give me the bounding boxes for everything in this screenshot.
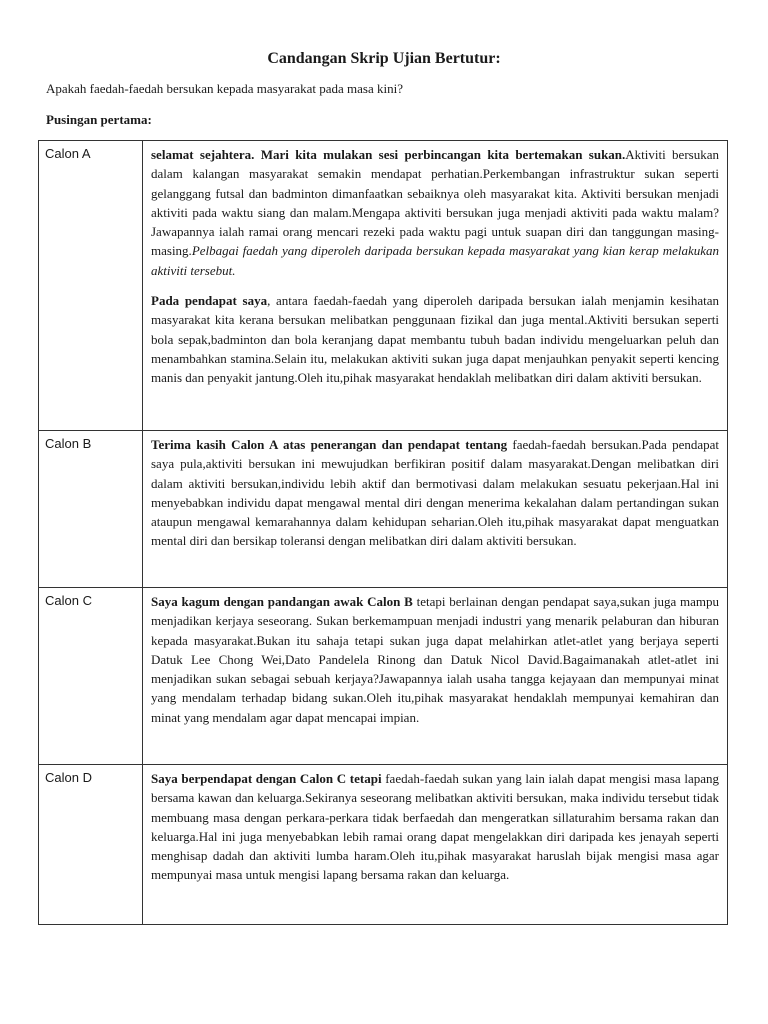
table-row (39, 431, 728, 588)
script-table (38, 140, 728, 925)
speech-text: Aktiviti bersukan dalam kalangan masyarakat semakin mendapat perhatian.Perkembangan infrastruktur sukan seperti gelanggang futsal dan badminton dimanfaatkan sebaiknya oleh masyarakat kita. Aktiviti bersukan menjadi aktiviti pada waktu siang dan malam.Mengapa aktiviti bersukan juga menjadi aktiviti pada waktu malam? Jawapannya ialah ramai orang mencari rezeki pada waktu pagi untuk suapan diri dan tanggungan masing-masing. (151, 147, 719, 259)
table-row (39, 765, 728, 925)
speech-text: tetapi berlainan dengan pendapat saya,sukan juga mampu menjadikan kerjaya seseorang. Sukan berkemampuan menjadi industri yang menarik pelaburan dan hiburan kepada masyarakat.Bukan itu sahaja tetapi sukan juga dapat melahirkan atlet-atlet yang berjaya seperti Datuk Lee Chong Wei,Dato Pandelela Rinong dan Datuk Nicol David.Bagaimanakah atlet-atlet ini menjadikan sukan sebagai sebuah kerjaya?Jawapannya ialah usaha tangga kejayaan dan mempunyai minat yang mendalam terhadap bidang sukan.Oleh itu,pihak masyarakat hendaklah mempunyai kemahiran dan minat yang mendalam agar dapat mencapai impian. (151, 594, 719, 725)
speaker-cell: Calon A (39, 141, 143, 431)
document-title: Candangan Skrip Ujian Bertutur: (267, 50, 501, 67)
speaker-cell: Calon D (39, 765, 143, 925)
speech-text: faedah-faedah sukan yang lain ialah dapat mengisi masa lapang bersama kawan dan keluarga.Sekiranya seseorang melibatkan aktiviti bersukan, maka individu tersebut tidak membuang masa dengan perkara-perkara tidak berfaedah dan mengeratkan sillaturahim bersama rakan dan keluarga.Hal ini juga menyebabkan lebih ramai orang dapat mengelakkan diri daripada kes jenayah seperti menghisap dadah dan aktiviti lumba haram.Oleh itu,pihak masyarakat haruslah bijak mengisi masa agar mempunyai masa untuk mengisi lapang bersama rakan dan keluarga. (151, 771, 719, 883)
speech-italic-text: Pelbagai faedah yang diperoleh daripada bersukan kepada masyarakat yang kian kerap melakukan aktiviti tersebut. (151, 243, 719, 278)
round-label: Pusingan pertama: (46, 112, 152, 127)
speech-paragraph (151, 435, 719, 551)
speech-bold-text: selamat sejahtera. Mari kita mulakan sesi perbincangan kita bertemakan sukan. (151, 147, 626, 162)
speech-paragraph (151, 291, 719, 387)
speech-text: faedah-faedah bersukan.Pada pendapat saya pula,aktiviti bersukan ini mewujudkan berfikiran positif dalam masyarakat.Dengan melibatkan diri dalam aktiviti bersukan,individu lebih aktif dan bermotivasi dalam melakukan sesuatu pekerjaan.Hal ini menyebabkan individu dapat mengawal mental diri dengan menerima kekalahan dalam pertandingan sukan ataupun mengawal kemarahannya dalam kehidupan seharian.Oleh itu,pihak masyarakat dapat menguatkan mental diri dan bersikap toleransi dengan melibatkan diri dalam aktiviti bersukan. (151, 437, 719, 549)
speech-cell (143, 588, 728, 765)
speech-paragraph (151, 592, 719, 727)
speech-bold-text: Pada pendapat saya (151, 293, 268, 309)
speech-text: , antara faedah-faedah yang diperoleh daripada bersukan ialah menjamin kesihatan masyarakat kita kerana bersukan melibatkan penggunaan fizikal dan juga mental.Aktiviti bersukan seperti bola sepak,badminton dan bola keranjang dapat membantu tubuh badan individu mengeluarkan peluh dan menambahkan stamina.Selain itu, melakukan aktiviti sukan juga dapat menjauhkan penyakit seperti kencing manis dan penyakit jantung.Oleh itu,pihak masyarakat hendaklah melibatkan diri dalam aktiviti bersukan. (151, 293, 720, 386)
speech-paragraph (151, 145, 719, 280)
speech-cell (143, 765, 728, 925)
speech-cell (143, 431, 728, 588)
table-row (39, 588, 728, 765)
discussion-question: Apakah faedah-faedah bersukan kepada masyarakat pada masa kini? (46, 81, 403, 96)
speech-cell (143, 141, 728, 431)
speech-paragraph (151, 769, 719, 885)
speech-bold-text: Saya berpendapat dengan Calon C tetapi (151, 771, 382, 786)
speech-bold-text: Saya kagum dengan pandangan awak Calon B (151, 594, 413, 609)
speaker-cell: Calon C (39, 588, 143, 765)
speaker-cell: Calon B (39, 431, 143, 588)
table-row (39, 141, 728, 431)
speech-bold-text: Terima kasih Calon A atas penerangan dan pendapat tentang (151, 437, 508, 452)
